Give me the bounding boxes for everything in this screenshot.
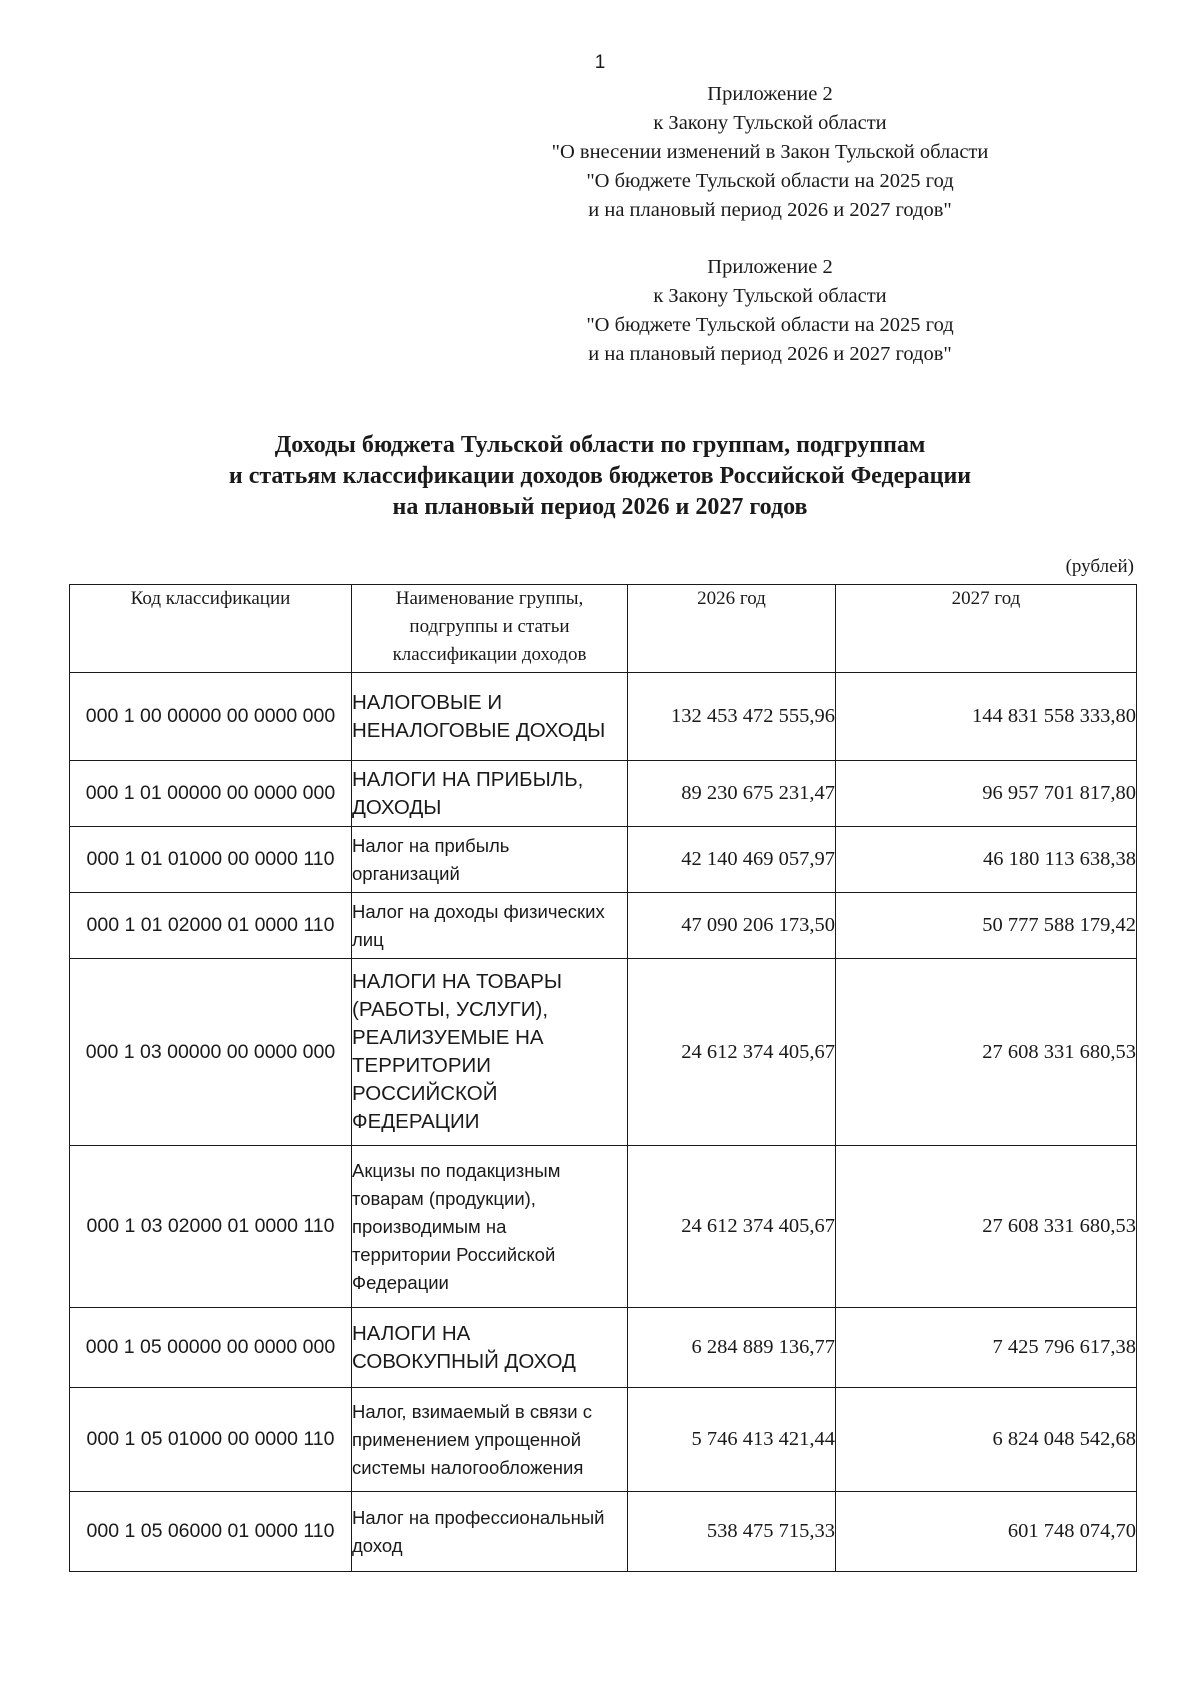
row-name-line: НАЛОГИ НА ПРИБЫЛЬ, [352, 767, 584, 791]
row-value-2026: 47 090 206 173,50 [628, 893, 836, 959]
row-value-2026: 89 230 675 231,47 [628, 761, 836, 827]
row-name-line: НАЛОГИ НА [352, 1321, 471, 1345]
table-row [70, 959, 1137, 1146]
row-name-line: НЕНАЛОГОВЫЕ ДОХОДЫ [352, 718, 606, 742]
row-name-line: Налог, взимаемый в связи с [352, 1400, 592, 1422]
row-name [352, 1308, 628, 1388]
row-code: 000 1 03 02000 01 0000 110 [70, 1146, 352, 1308]
header-name-line: Наименование группы, [395, 588, 584, 609]
row-name-line: организаций [352, 862, 460, 884]
appendix-line: Приложение 2 [707, 256, 833, 278]
appendix-line: и на плановый период 2026 и 2027 годов" [588, 199, 952, 221]
row-name-line: доход [352, 1534, 403, 1556]
appendix-original-header [490, 253, 1050, 369]
revenue-table [69, 584, 1137, 1572]
row-name-line: применением упрощенной [352, 1428, 582, 1450]
row-name-line: РЕАЛИЗУЕМЫЕ НА [352, 1026, 544, 1049]
header-2026: 2026 год [628, 585, 836, 673]
row-code: 000 1 01 00000 00 0000 000 [70, 761, 352, 827]
row-value-2027: 96 957 701 817,80 [836, 761, 1137, 827]
row-name-line: территории Российской [352, 1243, 556, 1265]
appendix-line: к Закону Тульской области [653, 112, 887, 134]
table-row [70, 827, 1137, 893]
appendix-amendment-header [490, 80, 1050, 225]
header-name [352, 585, 628, 673]
row-name [352, 893, 628, 959]
header-2027: 2027 год [836, 585, 1137, 673]
title-line: Доходы бюджета Тульской области по группам, подгруппам [274, 432, 926, 458]
row-name [352, 673, 628, 761]
row-value-2027: 46 180 113 638,38 [836, 827, 1137, 893]
row-value-2027: 27 608 331 680,53 [836, 959, 1137, 1146]
table-row [70, 673, 1137, 761]
row-code: 000 1 05 06000 01 0000 110 [70, 1492, 352, 1572]
units-label: (рублей) [1065, 556, 1134, 577]
header-code: Код классификации [70, 585, 352, 673]
appendix-line: Приложение 2 [707, 83, 833, 105]
table-row [70, 893, 1137, 959]
row-name [352, 761, 628, 827]
document-title [100, 430, 1100, 523]
row-name-line: производимым на [352, 1215, 507, 1237]
row-code: 000 1 01 02000 01 0000 110 [70, 893, 352, 959]
table-row [70, 1492, 1137, 1572]
row-value-2027: 6 824 048 542,68 [836, 1388, 1137, 1492]
row-name [352, 827, 628, 893]
table-row [70, 1388, 1137, 1492]
row-name-line: товарам (продукции), [352, 1187, 536, 1209]
row-name-line: Федерации [352, 1271, 449, 1293]
table-row [70, 1308, 1137, 1388]
appendix-line: к Закону Тульской области [653, 285, 887, 307]
row-name-line: ДОХОДЫ [352, 795, 442, 819]
row-name-line: РОССИЙСКОЙ [352, 1082, 498, 1105]
appendix-line: "О внесении изменений в Закон Тульской области [551, 141, 989, 163]
row-name-line: ТЕРРИТОРИИ [352, 1054, 491, 1077]
row-name [352, 1492, 628, 1572]
row-value-2026: 5 746 413 421,44 [628, 1388, 836, 1492]
header-name-line: классификации доходов [392, 644, 587, 665]
row-name-line: системы налогообложения [352, 1456, 584, 1478]
title-line: на плановый период 2026 и 2027 годов [392, 494, 808, 520]
table-row [70, 1146, 1137, 1308]
row-name-line: НАЛОГОВЫЕ И [352, 690, 503, 714]
row-name [352, 959, 628, 1146]
row-code: 000 1 00 00000 00 0000 000 [70, 673, 352, 761]
row-name-line: лиц [352, 928, 384, 950]
row-code: 000 1 01 01000 00 0000 110 [70, 827, 352, 893]
row-name-line: Налог на доходы физических [352, 900, 605, 922]
row-code: 000 1 05 01000 00 0000 110 [70, 1388, 352, 1492]
row-value-2026: 42 140 469 057,97 [628, 827, 836, 893]
title-line: и статьям классификации доходов бюджетов Российской Федерации [228, 463, 972, 489]
row-name-line: Налог на прибыль [352, 834, 510, 856]
row-value-2027: 601 748 074,70 [836, 1492, 1137, 1572]
row-value-2027: 50 777 588 179,42 [836, 893, 1137, 959]
row-name-line: ФЕДЕРАЦИИ [352, 1110, 480, 1133]
table-row [70, 761, 1137, 827]
row-name-line: СОВОКУПНЫЙ ДОХОД [352, 1349, 576, 1373]
row-value-2026: 538 475 715,33 [628, 1492, 836, 1572]
row-name-line: (РАБОТЫ, УСЛУГИ), [352, 998, 549, 1021]
appendix-line: "О бюджете Тульской области на 2025 год [586, 170, 954, 192]
table-header-row [70, 585, 1137, 673]
row-name-line: Налог на профессиональный [352, 1506, 605, 1528]
page-number: 1 [594, 52, 606, 73]
row-code: 000 1 03 00000 00 0000 000 [70, 959, 352, 1146]
row-name-line: Акцизы по подакцизным [352, 1159, 561, 1181]
appendix-line: "О бюджете Тульской области на 2025 год [586, 314, 954, 336]
row-value-2027: 144 831 558 333,80 [836, 673, 1137, 761]
row-value-2026: 132 453 472 555,96 [628, 673, 836, 761]
row-name [352, 1146, 628, 1308]
row-name-line: НАЛОГИ НА ТОВАРЫ [352, 970, 563, 993]
row-name [352, 1388, 628, 1492]
row-value-2027: 27 608 331 680,53 [836, 1146, 1137, 1308]
row-code: 000 1 05 00000 00 0000 000 [70, 1308, 352, 1388]
row-value-2026: 24 612 374 405,67 [628, 1146, 836, 1308]
header-name-line: подгруппы и статьи [409, 616, 570, 637]
appendix-line: и на плановый период 2026 и 2027 годов" [588, 343, 952, 365]
row-value-2027: 7 425 796 617,38 [836, 1308, 1137, 1388]
row-value-2026: 6 284 889 136,77 [628, 1308, 836, 1388]
row-value-2026: 24 612 374 405,67 [628, 959, 836, 1146]
